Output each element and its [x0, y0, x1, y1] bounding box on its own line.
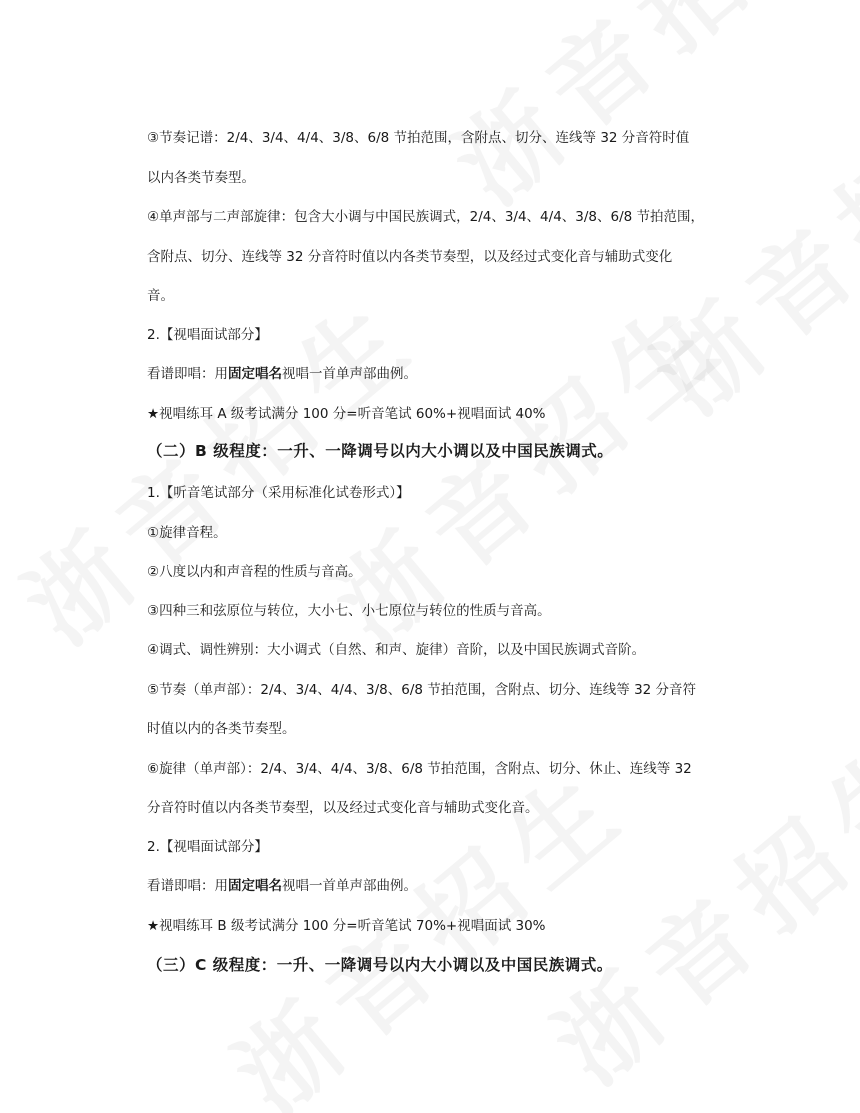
text-line: 音。: [147, 288, 174, 304]
text-span: 视唱一首单声部曲例。: [282, 366, 417, 382]
text-line: ⑤节奏（单声部）：2/4、3/4、4/4、3/8、6/8 节拍范围，含附点、切分、连线等 32 分音符: [147, 682, 697, 698]
section-label: 2.【视唱面试部分】: [147, 327, 268, 343]
text-line: ④调式、调性辨别：大小调式（自然、和声、旋律）音阶，以及中国民族调式音阶。: [147, 642, 646, 658]
text-line: ②八度以内和声音程的性质与音高。: [147, 564, 362, 580]
bold-term: 固定唱名: [228, 878, 282, 894]
text-line: [147, 364, 417, 384]
text-span: 看谱即唱：用: [147, 366, 228, 382]
text-line: ①旋律音程。: [147, 525, 227, 541]
text-line: ③节奏记谱：2/4、3/4、4/4、3/8、6/8 节拍范围，含附点、切分、连线等 32 分音符时值: [147, 130, 690, 146]
score-note: ★视唱练耳 A 级考试满分 100 分=听音笔试 60%+视唱面试 40%: [147, 406, 546, 422]
section-label: 1.【听音笔试部分（采用标准化试卷形式）】: [147, 485, 410, 501]
text-line: 时值以内的各类节奏型。: [147, 721, 296, 737]
bold-term: 固定唱名: [228, 366, 282, 382]
text-span: 看谱即唱：用: [147, 878, 228, 894]
score-note: ★视唱练耳 B 级考试满分 100 分=听音笔试 70%+视唱面试 30%: [147, 918, 546, 934]
text-line: 分音符时值以内各类节奏型，以及经过式变化音与辅助式变化音。: [147, 800, 539, 816]
text-line: [147, 876, 417, 896]
text-line: 含附点、切分、连线等 32 分音符时值以内各类节奏型，以及经过式变化音与辅助式变化: [147, 249, 673, 265]
text-line: ③四种三和弦原位与转位，大小七、小七原位与转位的性质与音高。: [147, 603, 551, 619]
text-span: 视唱一首单声部曲例。: [282, 878, 417, 894]
text-line: ⑥旋律（单声部）：2/4、3/4、4/4、3/8、6/8 节拍范围，含附点、切分、休止、连线等 32: [147, 761, 692, 777]
section-heading: （二）B 级程度：一升、一降调号以内大小调以及中国民族调式。: [147, 442, 614, 460]
text-line: 以内各类节奏型。: [147, 170, 255, 186]
text-line: ④单声部与二声部旋律：包含大小调与中国民族调式，2/4、3/4、4/4、3/8、6/8 节拍范围，: [147, 209, 705, 225]
section-heading: （三）C 级程度：一升、一降调号以内大小调以及中国民族调式。: [147, 956, 613, 974]
section-label: 2.【视唱面试部分】: [147, 839, 268, 855]
